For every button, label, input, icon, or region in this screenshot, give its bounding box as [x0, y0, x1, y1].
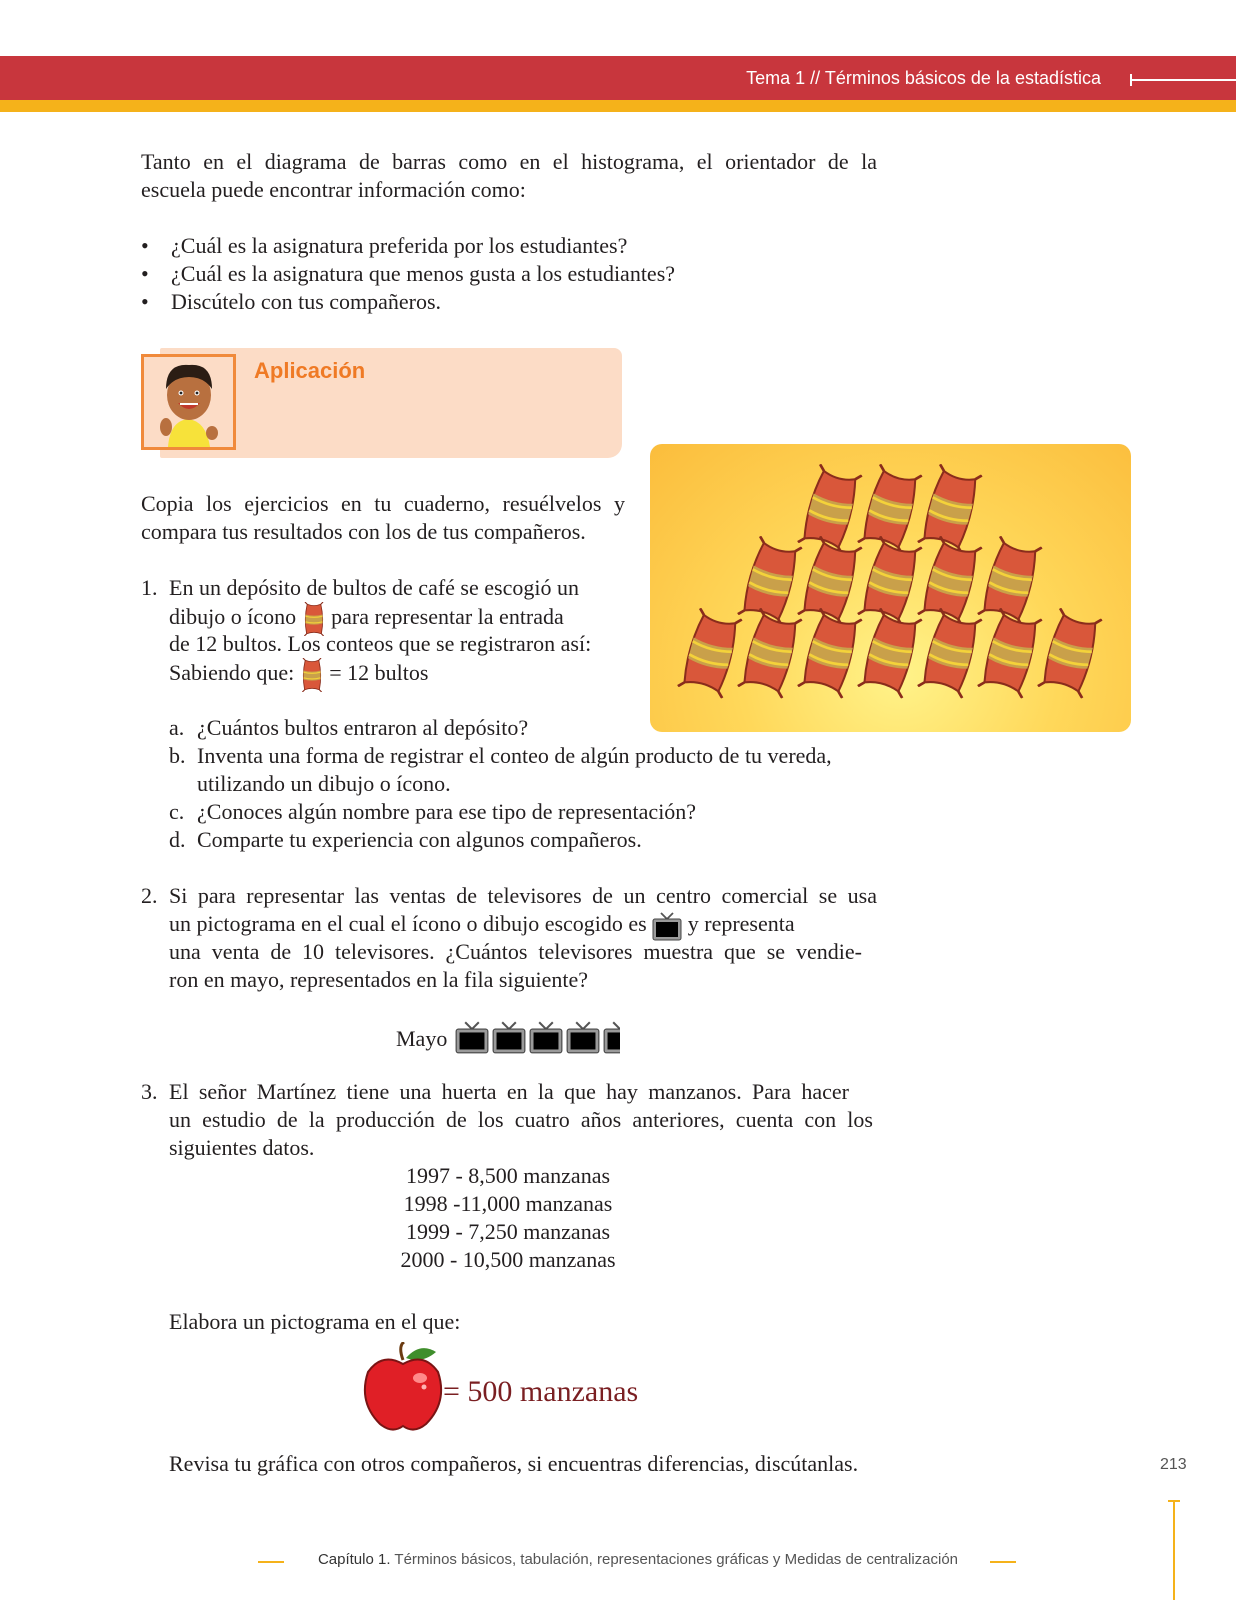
coffee-sack	[1038, 608, 1103, 698]
coffee-sack	[798, 464, 863, 554]
exercise-3-prompt: Elabora un pictograma en el que:	[169, 1309, 461, 1334]
footer	[258, 1551, 1018, 1568]
coffee-sack	[678, 608, 743, 698]
coffee-sacks-pictogram	[650, 444, 1131, 732]
exercise-3-line-2: un estudio de la producción de los cuatro años anteriores, cuenta con los	[169, 1107, 873, 1132]
coffee-sack	[858, 464, 923, 554]
coffee-sack	[858, 536, 923, 626]
exercise-1-line-3: de 12 bultos. Los conteos que se registraron así:	[169, 631, 592, 656]
exercise-1-item-letter: d.	[169, 827, 186, 852]
exercise-2-line-2-a: un pictograma en el cual el ícono o dibujo escogido es	[169, 911, 647, 936]
television-icon	[652, 911, 682, 941]
footer-title: Términos básicos, tabulación, representaciones gráficas y Medidas de centralización	[394, 1551, 959, 1568]
exercise-3-line-1: El señor Martínez tiene una huerta en la que hay manzanos. Para hacer	[169, 1079, 849, 1104]
exercise-1-line-2-b: para representar la entrada	[331, 604, 564, 630]
coffee-sack	[798, 536, 863, 626]
coffee-sack	[918, 608, 983, 698]
television-icon	[567, 1022, 599, 1053]
exercise-2-number: 2.	[141, 883, 158, 908]
exercise-2-line-3: una venta de 10 televisores. ¿Cuántos televisores muestra que se vendie-	[169, 939, 862, 964]
exercise-1-line-4-b: = 12 bultos	[329, 660, 429, 686]
instructions-line-2: compara tus resultados con los de tus compañeros.	[141, 519, 586, 544]
exercise-1-item-letter: c.	[169, 799, 185, 824]
coffee-sack	[798, 608, 863, 698]
exercise-1-item-text: ¿Cuántos bultos entraron al depósito?	[197, 715, 529, 740]
exercise-2-line-2	[169, 910, 795, 941]
exercise-1-line-2-a: dibujo o ícono	[169, 604, 297, 630]
boy-illustration	[144, 357, 233, 447]
may-row-label: Mayo	[396, 1026, 448, 1051]
page-number: 213	[1160, 1456, 1187, 1473]
header-stripe	[0, 100, 1236, 112]
exercise-3-line-3: siguientes datos.	[169, 1135, 315, 1160]
apple-data-line: 1997 - 8,500 manzanas	[405, 1163, 611, 1188]
intro-line-2: escuela puede encontrar información como:	[141, 177, 526, 202]
television-icon	[604, 1022, 625, 1053]
boy-illustration-frame	[141, 354, 236, 450]
exercise-2-line-2-b: y representa	[687, 911, 795, 936]
television-icon	[493, 1022, 525, 1053]
instructions-line-1: Copia los ejercicios en tu cuaderno, resuélvelos y	[141, 491, 625, 516]
footer-chapter: Capítulo 1.	[317, 1551, 391, 1568]
coffee-sack	[918, 464, 983, 554]
exercise-1-item-text: utilizando un dibujo o ícono.	[197, 771, 451, 796]
coffee-sacks-drawing	[650, 444, 1131, 732]
exercise-1-item-letter: b.	[169, 743, 186, 768]
exercise-1-item-text: ¿Conoces algún nombre para ese tipo de representación?	[197, 799, 697, 824]
header-title: Tema 1 // Términos básicos de la estadística	[746, 68, 1101, 88]
apple-icon	[362, 1342, 444, 1432]
exercise-2-line-4: ron en mayo, representados en la fila siguiente?	[169, 967, 589, 992]
coffee-sack	[738, 536, 803, 626]
exercise-1-item-text: Comparte tu experiencia con algunos compañeros.	[197, 827, 642, 852]
bullet-item: • ¿Cuál es la asignatura preferida por los estudiantes?	[141, 232, 675, 260]
apple-data-line: 2000 - 10,500 manzanas	[400, 1247, 616, 1272]
question-list	[141, 232, 675, 316]
television-icon	[530, 1022, 562, 1053]
exercise-1-line-4-a: Sabiendo que:	[169, 660, 295, 686]
exercise-1-line-4	[169, 658, 428, 692]
exercise-3-number: 3.	[141, 1079, 158, 1104]
coffee-sack	[858, 608, 923, 698]
apple-data-line: 1998 -11,000 manzanas	[403, 1191, 613, 1216]
intro-line-1: Tanto en el diagrama de barras como en el histograma, el orientador de la	[141, 149, 877, 174]
footer-line-right	[990, 1561, 1016, 1563]
closing-text: Revisa tu gráfica con otros compañeros, si encuentras diferencias, discútanlas.	[169, 1451, 859, 1476]
television-icon	[456, 1022, 488, 1053]
bullet-item: • Discútelo con tus compañeros.	[141, 288, 675, 316]
exercise-1-item-letter: a.	[169, 715, 185, 740]
exercise-1-item-text: Inventa una forma de registrar el conteo de algún producto de tu vereda,	[197, 743, 832, 768]
coffee-sack-icon	[300, 658, 324, 692]
coffee-sack	[738, 608, 803, 698]
exercise-1-number: 1.	[141, 575, 158, 600]
coffee-sack	[978, 536, 1043, 626]
side-line	[1173, 1500, 1175, 1600]
exercise-2-line-1: Si para representar las ventas de televisores de un centro comercial se usa	[169, 883, 877, 908]
application-title: Aplicación	[254, 358, 366, 383]
apple-data-line: 1999 - 7,250 manzanas	[405, 1219, 611, 1244]
bullet-item: • ¿Cuál es la asignatura que menos gusta a los estudiantes?	[141, 260, 675, 288]
header-line	[1130, 79, 1236, 81]
coffee-sack	[918, 536, 983, 626]
coffee-sack	[978, 608, 1043, 698]
may-television-row	[455, 1020, 625, 1058]
exercise-1-line-1: En un depósito de bultos de café se escogió un	[169, 575, 579, 600]
apple-legend: = 500 manzanas	[443, 1375, 639, 1408]
